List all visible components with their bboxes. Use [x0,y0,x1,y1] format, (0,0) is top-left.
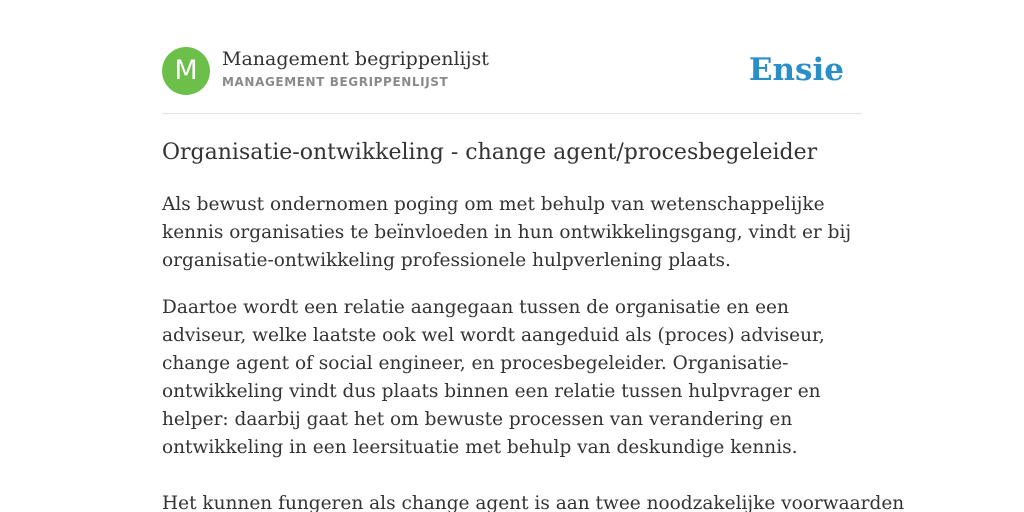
header-divider [162,113,862,114]
header [162,47,862,97]
article [162,138,905,512]
article-paragraph: Als bewust ondernomen poging om met behulp van wetenschappelijke kennis organisaties te beïnvloeden in hun ontwikkelingsgang, vindt er bij organisatie-ontwikkeling professionele hulpverlening plaats. [162,194,852,271]
site-title[interactable]: Management begrippenlijst [222,48,489,70]
avatar: M [162,47,210,95]
article-paragraph: Daartoe wordt een relatie aangegaan tussen de organisatie en een adviseur, welke laatste ook wel wordt aangeduid als (proces) adviseur, change agent of social engineer, en procesbegeleider. Organisatie-ontwikkeling vindt dus plaats binnen een relatie tussen hulpvrager en helper: daarbij gaat het om bewuste processen van verandering en ontwikkeling in een leersituatie met behulp van deskundige kennis. [162,297,825,458]
site-subtitle[interactable]: MANAGEMENT BEGRIPPENLIJST [222,75,449,89]
brand-logo[interactable]: Ensie [748,52,844,88]
article-title: Organisatie-ontwikkeling - change agent/procesbegeleider [162,140,818,165]
article-paragraph: Het kunnen fungeren als change agent is aan twee noodzakelijke voorwaarden [162,493,905,512]
